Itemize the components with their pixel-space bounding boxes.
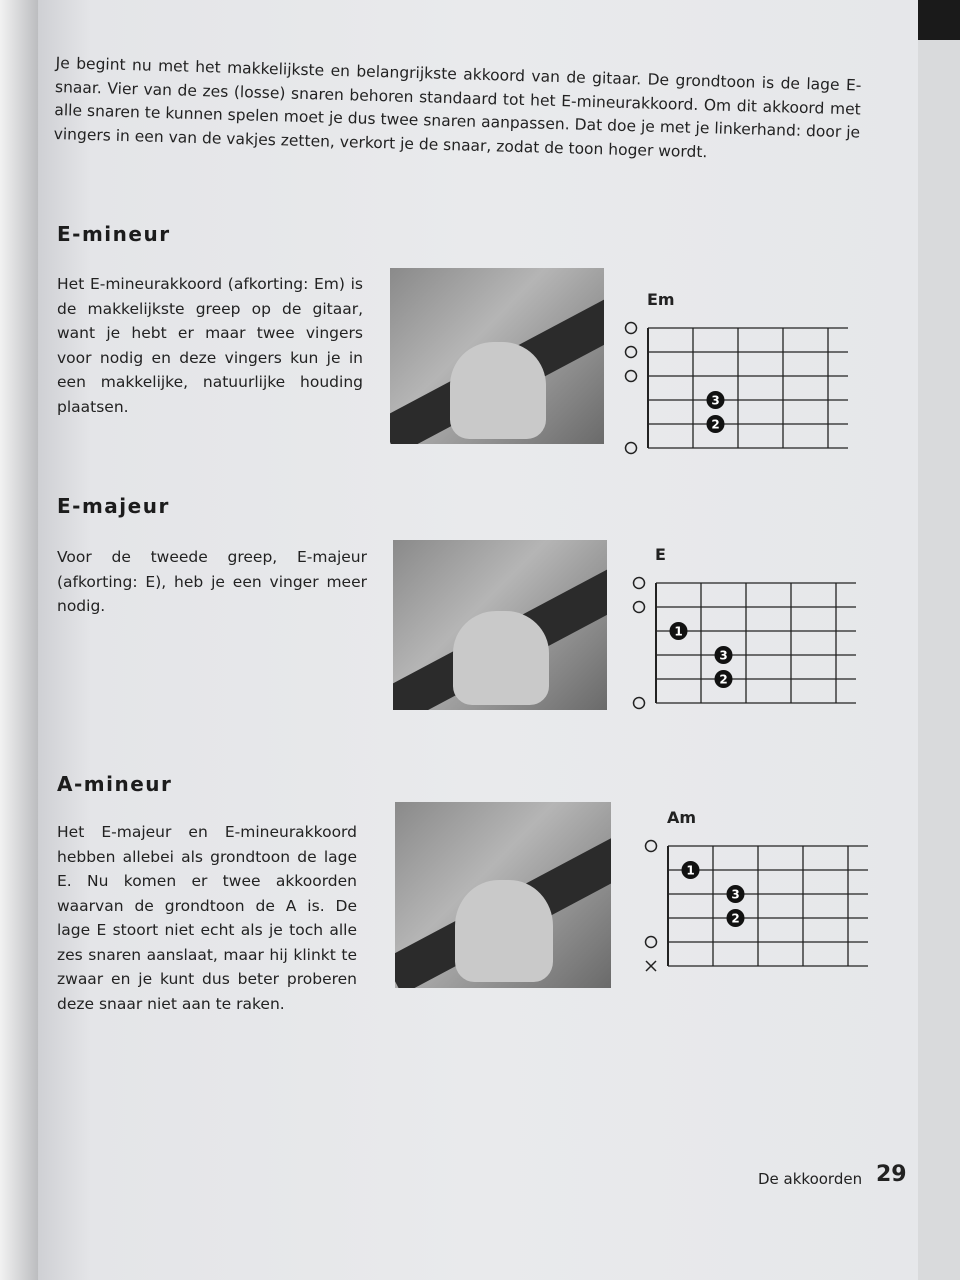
- open-string-icon: [626, 371, 637, 382]
- open-string-icon: [646, 841, 657, 852]
- open-string-icon: [626, 443, 637, 454]
- finger-number: 3: [711, 393, 720, 408]
- heading-e-mineur: E-mineur: [57, 222, 171, 246]
- open-string-icon: [646, 937, 657, 948]
- chord-name: Am: [667, 808, 697, 827]
- e-mineur-photo: [390, 268, 604, 444]
- open-string-icon: [634, 602, 645, 613]
- open-string-icon: [626, 323, 637, 334]
- e-majeur-photo: [393, 540, 607, 710]
- heading-a-mineur: A-mineur: [57, 772, 173, 796]
- finger-number: 3: [719, 648, 728, 663]
- finger-number: 1: [674, 624, 683, 639]
- chord-name: Em: [647, 290, 675, 309]
- finger-number: 2: [711, 417, 720, 432]
- finger-number: 3: [731, 887, 740, 902]
- a-mineur-photo: [395, 802, 611, 988]
- finger-number: 2: [719, 672, 728, 687]
- page-stack-edge: [918, 40, 960, 1280]
- open-string-icon: [634, 698, 645, 709]
- chapter-label: De akkoorden: [758, 1170, 863, 1188]
- finger-number: 2: [731, 911, 740, 926]
- finger-number: 1: [686, 863, 695, 878]
- previous-page-edge: [0, 0, 40, 1280]
- a-mineur-text: Het E-majeur en E-mineurakkoord hebben allebei als grondtoon de lage E. Nu komen er twee akkoorden waarvan de grondtoon de A is. De lage E stoort niet echt als je toch alle zes snaren aanslaat, maar hij klinkt te zwaar en je kunt dus beter proberen deze snaar niet aan te raken.: [57, 823, 357, 1013]
- open-string-icon: [634, 578, 645, 589]
- chord-name: E: [655, 545, 666, 564]
- open-string-icon: [626, 347, 637, 358]
- heading-e-majeur: E-majeur: [57, 494, 170, 518]
- page-number: 29: [876, 1162, 907, 1187]
- intro-paragraph: Je begint nu met het makkelijkste en belangrijkste akkoord van de gitaar. De grondtoon is de lage E-snaar. Vier van de zes (losse) snaren behoren standaard tot het E-mineurakkoord. Om dit akkoord met alle snaren te kunnen spelen moet je dus twee snaren aanpassen. Dat doe je met je linkerhand: door je vingers in een van de vakjes zetten, verkort je de snaar, zodat de toon hoger wordt.: [53, 53, 862, 161]
- e-majeur-text: Voor de tweede greep, E-majeur (afkorting: E), heb je een vinger meer nodig.: [57, 548, 367, 615]
- e-mineur-text: Het E-mineurakkoord (afkorting: Em) is de makkelijkste greep op de gitaar, want je hebt er maar twee vingers voor nodig en deze vingers kun je in een makkelijke, natuurlijke houding plaatsen.: [57, 275, 363, 416]
